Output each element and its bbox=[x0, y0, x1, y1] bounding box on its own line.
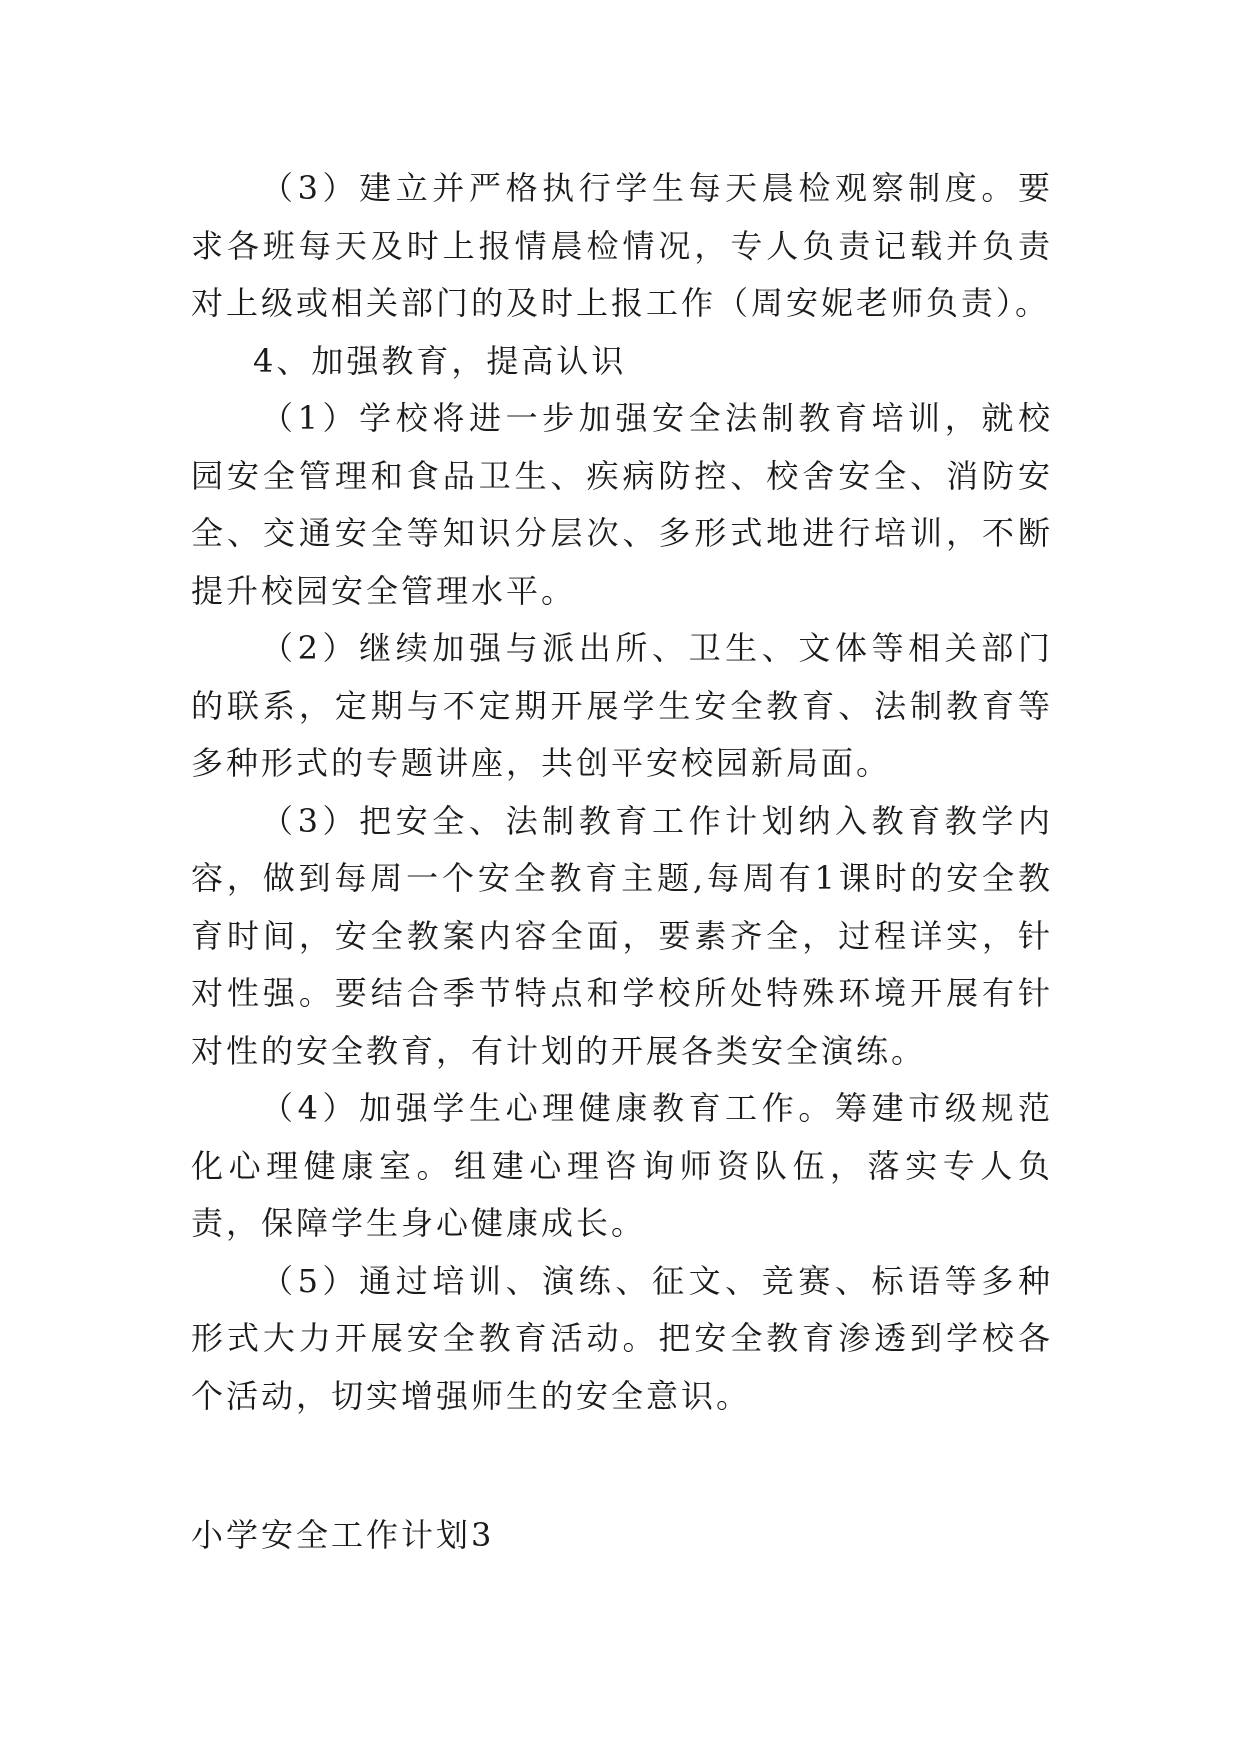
section-title: 小学安全工作计划3 bbox=[191, 1516, 495, 1554]
paragraph-mental-health: （4）加强学生心理健康教育工作。筹建市级规范化心理健康室。组建心理咨询师资队伍，落实专人负责，保障学生身心健康成长。 bbox=[191, 1089, 1053, 1242]
section-spacer bbox=[191, 1425, 1053, 1507]
paragraph-department-liaison: （2）继续加强与派出所、卫生、文体等相关部门的联系，定期与不定期开展学生安全教育、法制教育等多种形式的专题讲座，共创平安校园新局面。 bbox=[191, 629, 1053, 782]
paragraph-education-activities: （5）通过培训、演练、征文、竞赛、标语等多种形式大力开展安全教育活动。把安全教育渗透到学校各个活动，切实增强师生的安全意识。 bbox=[191, 1261, 1053, 1415]
subheading-strengthen-education: 4、加强教育，提高认识 bbox=[253, 341, 627, 380]
paragraph-curriculum-plan: （3）把安全、法制教育工作计划纳入教育教学内容，做到每周一个安全教育主题,每周有1课时的安全教育时间，安全教案内容全面，要素齐全，过程详实，针对性强。要结合季节特点和学校所处特殊环境开展有针对性的安全教育，有计划的开展各类安全演练。 bbox=[191, 801, 1053, 1070]
paragraph-morning-check: （3）建立并严格执行学生每天晨检观察制度。要求各班每天及时上报情晨检情况，专人负责记载并负责对上级或相关部门的及时上报工作（周安妮老师负责）。 bbox=[191, 169, 1053, 322]
paragraph-safety-training: （1）学校将进一步加强安全法制教育培训，就校园安全管理和食品卫生、疾病防控、校舍安全、消防安全、交通安全等知识分层次、多形式地进行培训，不断提升校园安全管理水平。 bbox=[191, 399, 1053, 610]
document-body bbox=[191, 160, 1053, 1565]
